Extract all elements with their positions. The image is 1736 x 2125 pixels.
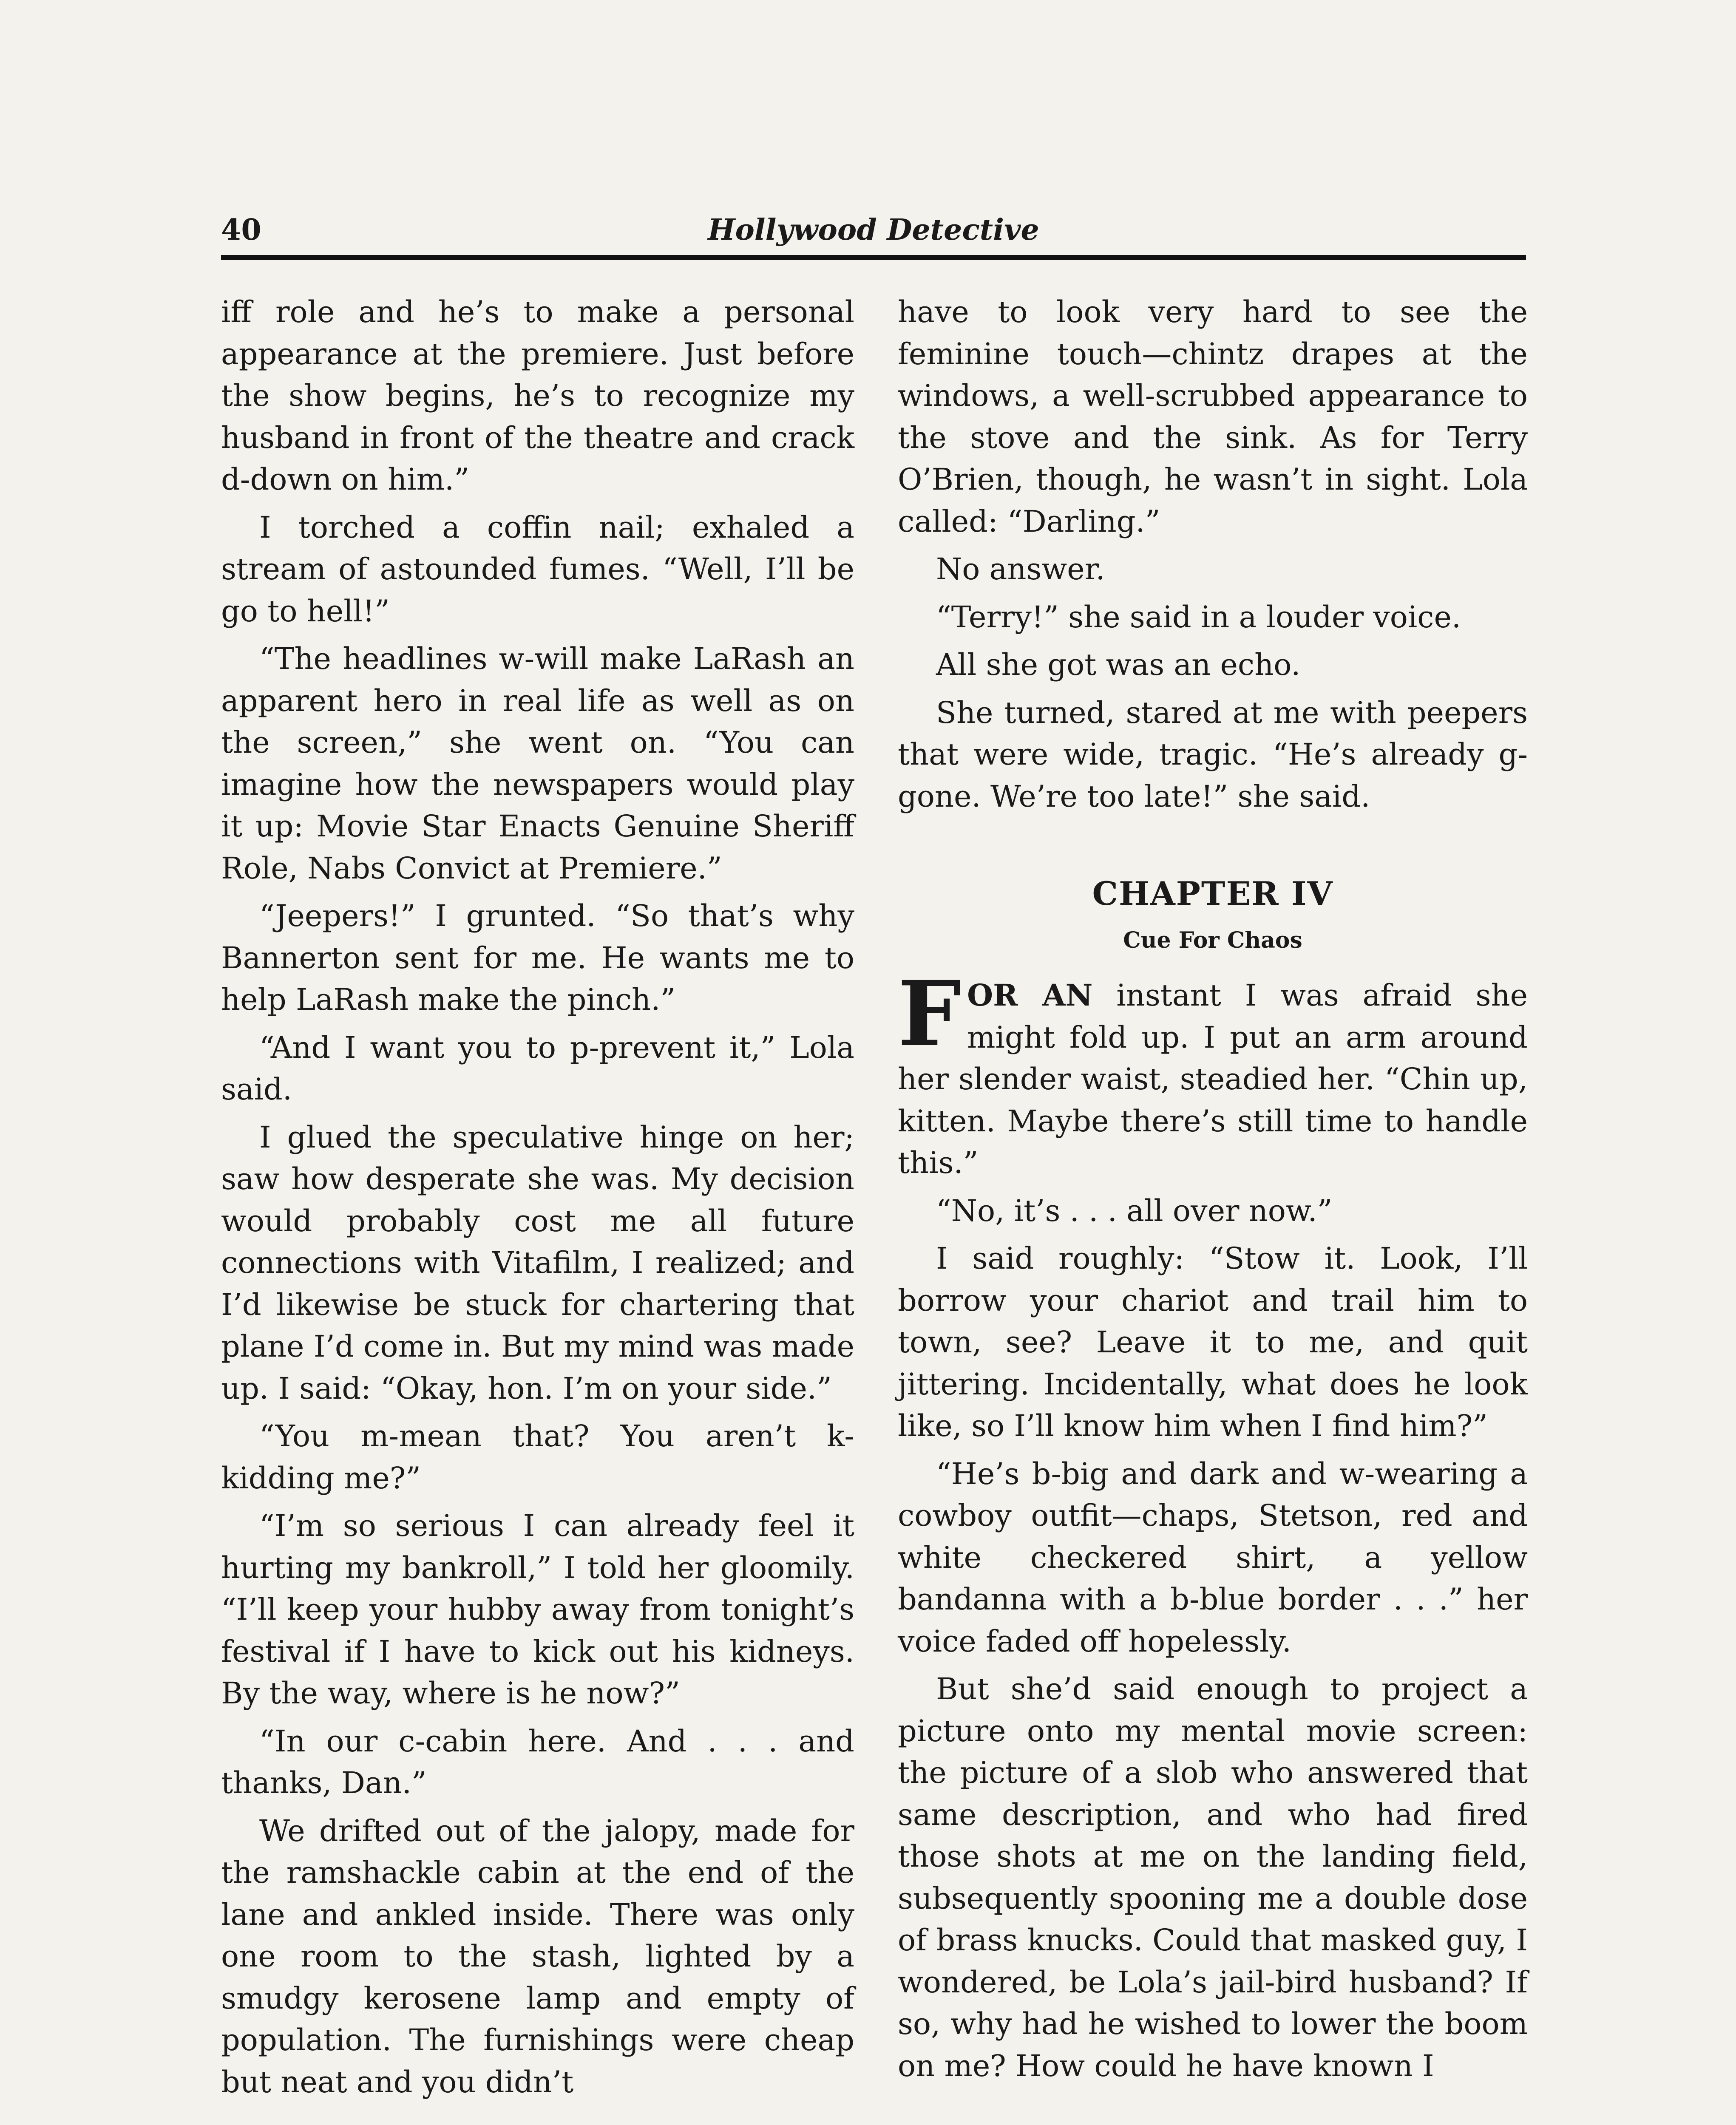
- paragraph: No answer.: [936, 552, 1105, 586]
- paragraph: I torched a coffin nail; exhaled a stream of astounded fumes. “Well, I’ll be go to hell!”: [221, 510, 854, 629]
- paragraph: “Terry!” she said in a louder voice.: [936, 599, 1461, 635]
- opening-lead: OR AN: [967, 978, 1093, 1013]
- chapter-subtitle: Cue For Chaos: [1123, 927, 1302, 953]
- paragraph: “The headlines w-will make LaRash an apparent hero in real life as well as on the screen,” she went on. “You can imagine how the newspapers would play it up: Movie Star Enacts Genuine Sheriff Role, Nabs Convict at Premiere.”: [221, 641, 854, 886]
- paragraph: have to look very hard to see the feminine touch—chintz drapes at the windows, a well-scrubbed appearance to the stove and the sink. As for Terry O’Brien, though, he wasn’t in sight. Lola called: “Darling.”: [898, 295, 1528, 539]
- paragraph: “Jeepers!” I grunted. “So that’s why Bannerton sent for me. He wants me to help LaRash make the pinch.”: [221, 898, 854, 1017]
- paragraph: iff role and he’s to make a personal appearance at the premiere. Just before the show begins, he’s to recognize my husband in front of the theatre and crack d-down on him.”: [221, 295, 854, 497]
- paragraph: But she’d said enough to project a picture onto my mental movie screen: the picture of a slob who answered that same description, and who had fired those shots at me on the landing field, subsequently spooning me a double dose of brass knucks. Could that masked guy, I wondered, be Lola’s jail-bird husband? If so, why had he wished to lower the boom on me? How could he have known I: [898, 1672, 1528, 2083]
- paragraph: “I’m so serious I can already feel it hurting my bankroll,” I told her gloomily. “I’ll keep your hubby away from tonight’s festival if I have to kick out his kidneys. By the way, where is he now?”: [221, 1508, 854, 1711]
- paragraph: I said roughly: “Stow it. Look, I’ll borrow your chariot and trail him to town, see? Leave it to me, and quit jittering. Incidentally, what does he look like, so I’ll know him when I find him?”: [898, 1241, 1528, 1443]
- page-header: [221, 207, 1526, 253]
- opening-text: instant I was afraid she might fold up. I put an arm around her slender waist, steadied her. “Chin up, kitten. Maybe there’s still time to handle this.”: [898, 978, 1528, 1180]
- page-number: 40: [221, 213, 261, 247]
- paragraph: All she got was an echo.: [936, 647, 1301, 682]
- paragraph: She turned, stared at me with peepers that were wide, tragic. “He’s already g-gone. We’re too late!” she said.: [898, 695, 1528, 814]
- paragraph: “You m-mean that? You aren’t k-kidding me?”: [221, 1419, 854, 1496]
- paragraph: “No, it’s . . . all over now.”: [936, 1193, 1333, 1228]
- left-column: [221, 291, 854, 2109]
- right-column: [898, 291, 1528, 2093]
- paragraph: “In our c-cabin here. And . . . and thanks, Dan.”: [221, 1723, 854, 1800]
- chapter-opening-paragraph: [898, 961, 1528, 1184]
- drop-cap: F: [898, 961, 962, 1066]
- paragraph: “And I want you to p-prevent it,” Lola said.: [221, 1030, 854, 1107]
- header-rule: [221, 255, 1526, 260]
- running-title: Hollywood Detective: [708, 213, 1039, 247]
- paragraph: We drifted out of the jalopy, made for the ramshackle cabin at the end of the lane and ankled inside. There was only one room to the stash, lighted by a smudgy kerosene lamp and empty of population. The furnishings were cheap but neat and you didn’t: [221, 1813, 854, 2100]
- paragraph: “He’s b-big and dark and w-wearing a cowboy outfit—chaps, Stetson, red and white checkered shirt, a yellow bandanna with a b-blue border . . .” her voice faded off hopelessly.: [898, 1456, 1528, 1659]
- paragraph: I glued the speculative hinge on her; saw how desperate she was. My decision would probably cost me all future connections with Vitafilm, I realized; and I’d likewise be stuck for chartering that plane I’d come in. But my mind was made up. I said: “Okay, hon. I’m on your side.”: [221, 1119, 854, 1406]
- chapter-title: CHAPTER IV: [1092, 875, 1333, 912]
